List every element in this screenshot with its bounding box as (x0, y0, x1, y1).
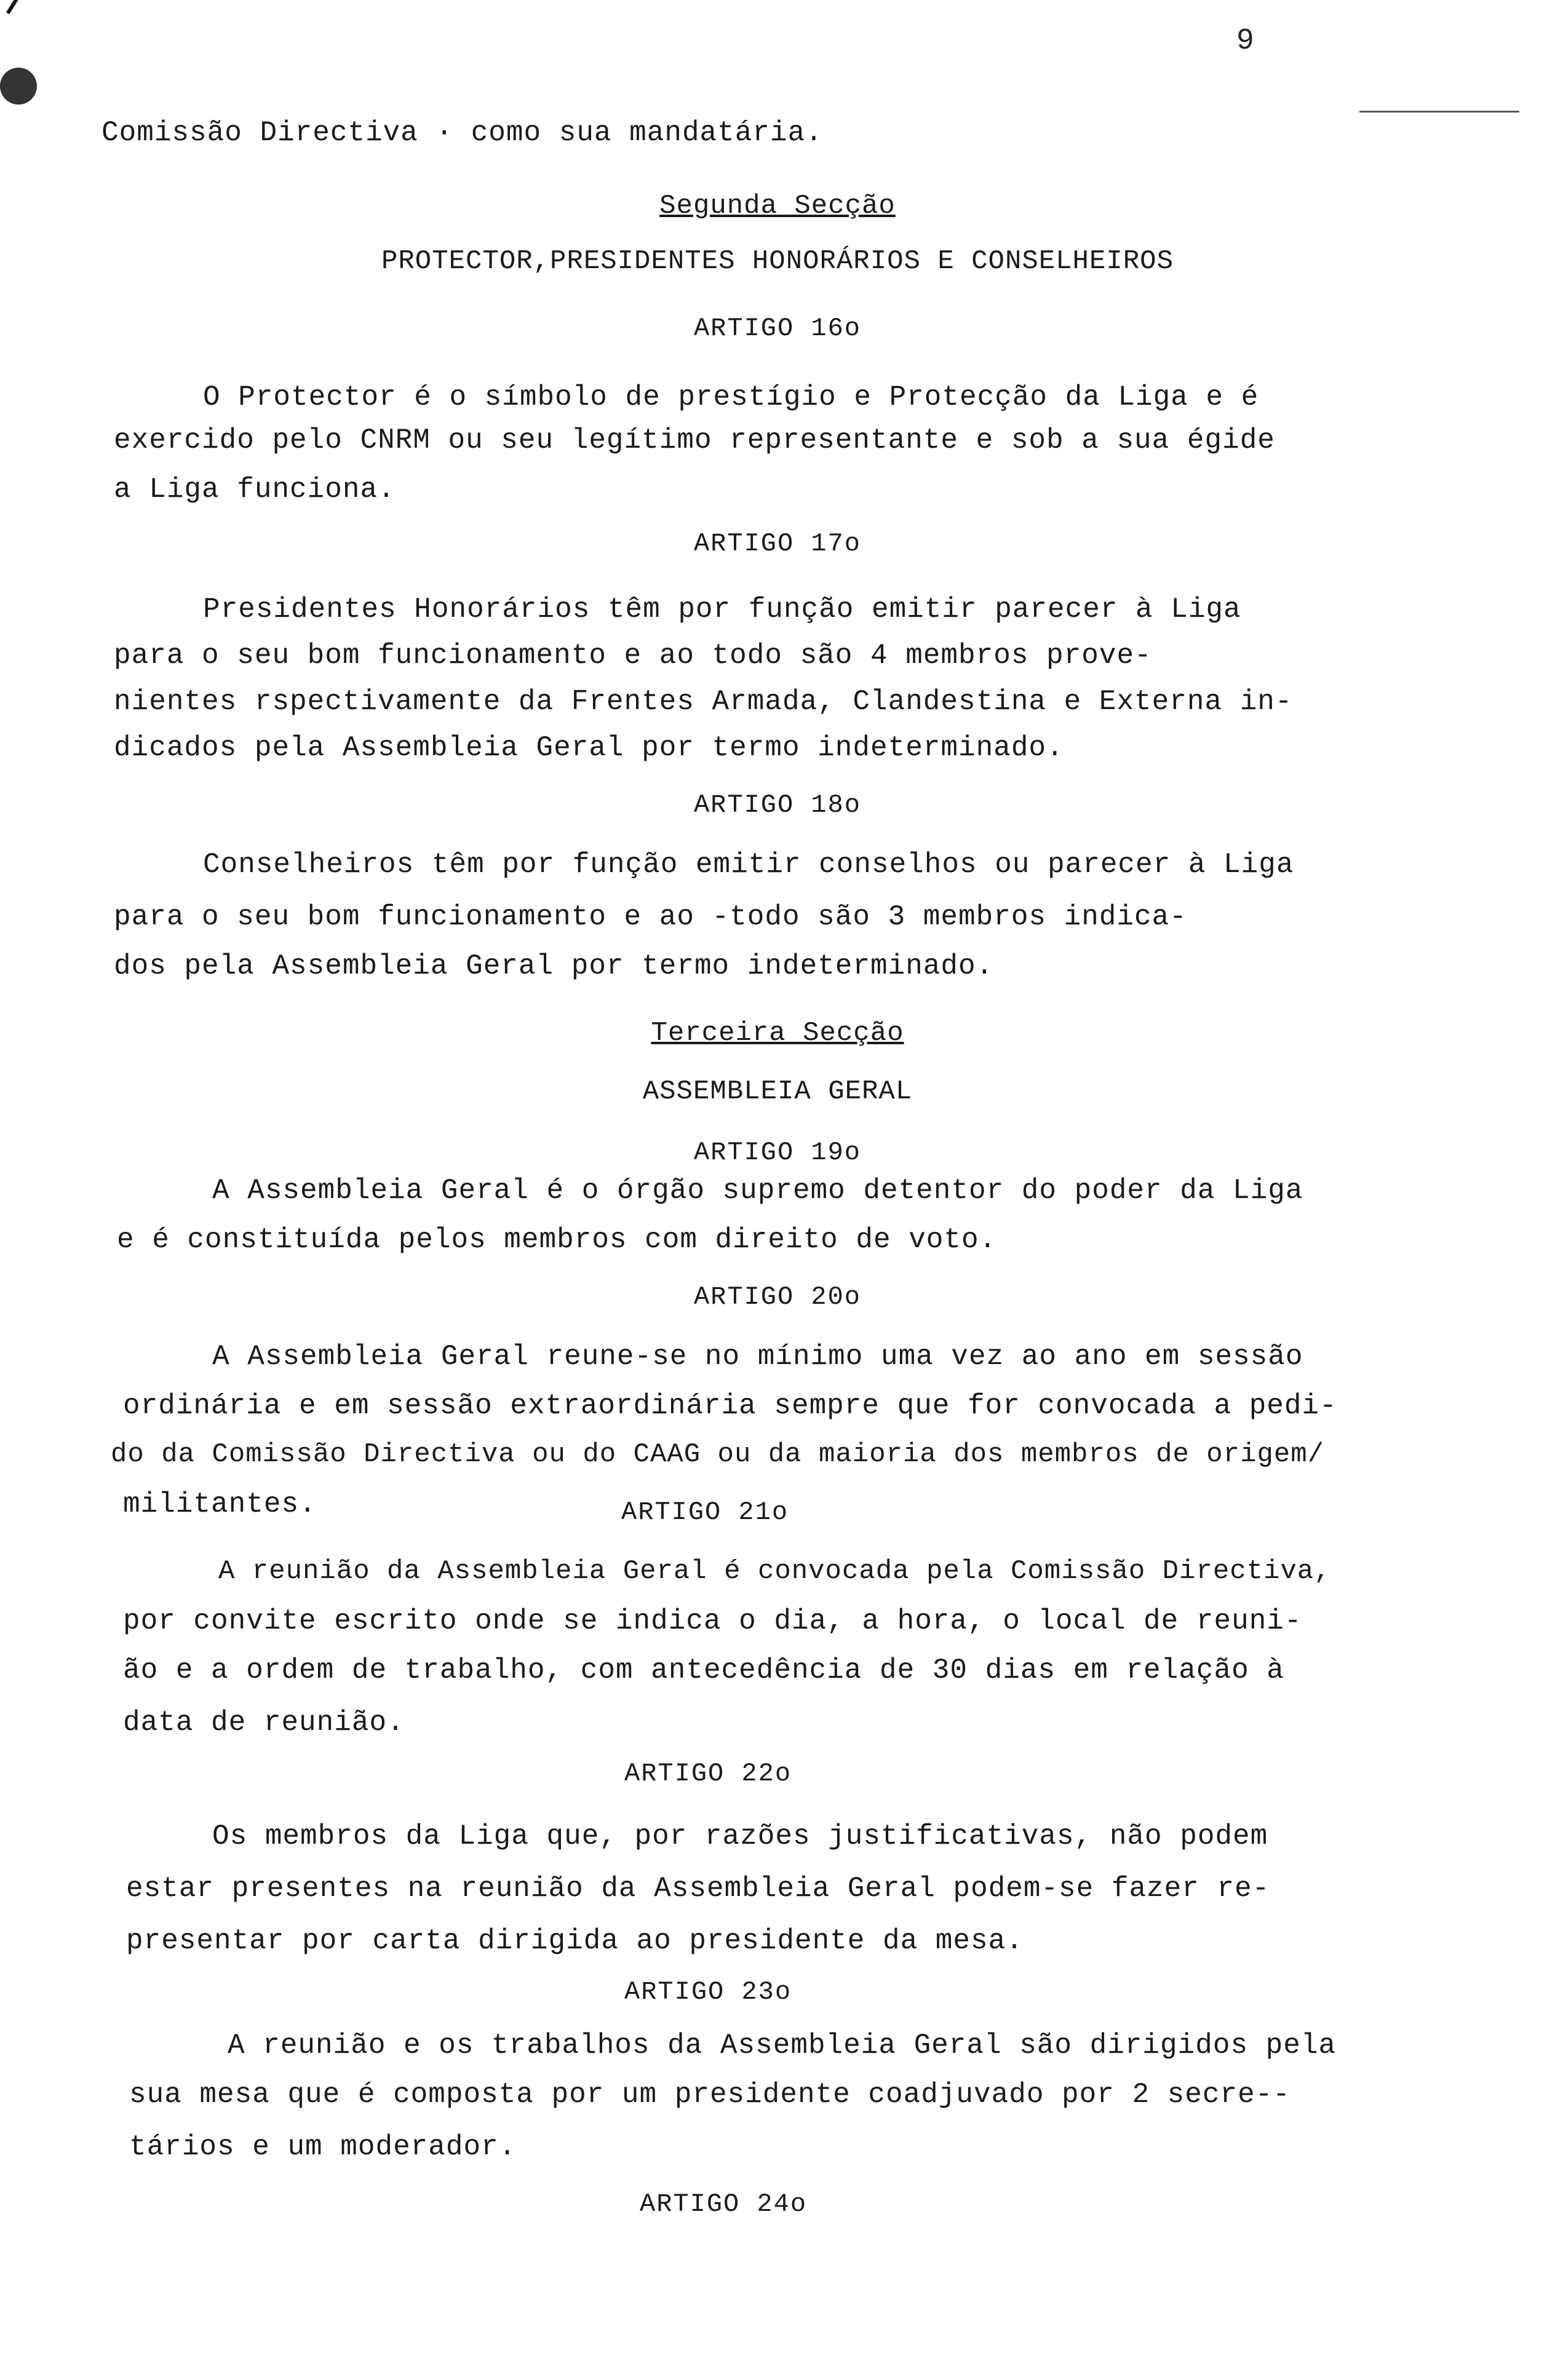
article-line: nientes rspectivamente da Frentes Armada, Clandestina e Externa in- (114, 686, 1293, 718)
article-line: tários e um moderador. (129, 2131, 517, 2163)
section-title: Segunda Secção (659, 191, 896, 221)
scan-mark (6, 0, 58, 14)
page-number: 9 (1236, 25, 1254, 58)
section-title: Terceira Secção (651, 1018, 904, 1049)
article-line: Conselheiros têm por função emitir conselhos ou parecer à Liga (203, 849, 1294, 881)
article-label: ARTIGO 22o (624, 1759, 792, 1788)
article-label: ARTIGO 23o (624, 1977, 792, 2007)
article-line: por convite escrito onde se indica o dia, a hora, o local de reuni- (123, 1605, 1302, 1637)
article-line: A reunião e os trabalhos da Assembleia Geral são dirigidos pela (228, 2029, 1337, 2061)
article-line: presentar por carta dirigida ao presidente da mesa. (126, 1925, 1024, 1957)
article-line: A Assembleia Geral reune-se no mínimo uma vez ao ano em sessão (212, 1341, 1303, 1373)
article-line: estar presentes na reunião da Assembleia Geral podem-se fazer re- (126, 1873, 1270, 1905)
article-label: ARTIGO 17o (693, 529, 862, 558)
article-line: para o seu bom funcionamento e ao -todo são 3 membros indica- (114, 901, 1187, 933)
article-line: e é constituída pelos membros com direito de voto. (117, 1224, 997, 1256)
article-line: do da Comissão Directiva ou do CAAG ou da maioria dos membros de origem/ (111, 1439, 1325, 1470)
scan-mark (0, 68, 37, 105)
article-line: Os membros da Liga que, por razões justificativas, não podem (212, 1820, 1268, 1852)
article-line: militantes. (123, 1488, 317, 1520)
carryover-line: Comissão Directiva · como sua mandatária. (101, 117, 823, 149)
article-line: sua mesa que é composta por um presidente coadjuvado por 2 secre-- (129, 2079, 1291, 2111)
article-line: A reunião da Assembleia Geral é convocada pela Comissão Directiva, (218, 1556, 1331, 1587)
article-label: ARTIGO 19o (693, 1138, 862, 1167)
scan-mark (1359, 111, 1519, 113)
article-line: ordinária e em sessão extraordinária sempre que for convocada a pedi- (123, 1390, 1337, 1422)
section-subtitle: PROTECTOR,PRESIDENTES HONORÁRIOS E CONSELHEIROS (381, 246, 1174, 277)
article-line: ão e a ordem de trabalho, com antecedência de 30 dias em relação à (123, 1654, 1284, 1686)
article-label: ARTIGO 20o (693, 1282, 862, 1312)
article-line: O Protector é o símbolo de prestígio e Protecção da Liga e é (203, 381, 1259, 413)
article-line: dicados pela Assembleia Geral por termo indeterminado. (114, 732, 1064, 764)
article-line: exercido pelo CNRM ou seu legítimo representante e sob a sua égide (114, 424, 1275, 456)
article-label: ARTIGO 16o (693, 314, 862, 343)
article-line: dos pela Assembleia Geral por termo indeterminado. (114, 950, 994, 982)
article-line: Presidentes Honorários têm por função emitir parecer à Liga (203, 593, 1241, 625)
article-line: A Assembleia Geral é o órgão supremo detentor do poder da Liga (212, 1175, 1303, 1207)
article-label: ARTIGO 24o (640, 2189, 808, 2219)
article-line: data de reunião. (123, 1707, 405, 1739)
article-label: ARTIGO 18o (693, 790, 862, 820)
section-subtitle: ASSEMBLEIA GERAL (642, 1076, 913, 1107)
article-label: ARTIGO 21o (621, 1497, 789, 1527)
article-line: a Liga funciona. (114, 474, 396, 506)
article-line: para o seu bom funcionamento e ao todo são 4 membros prove- (114, 640, 1152, 672)
